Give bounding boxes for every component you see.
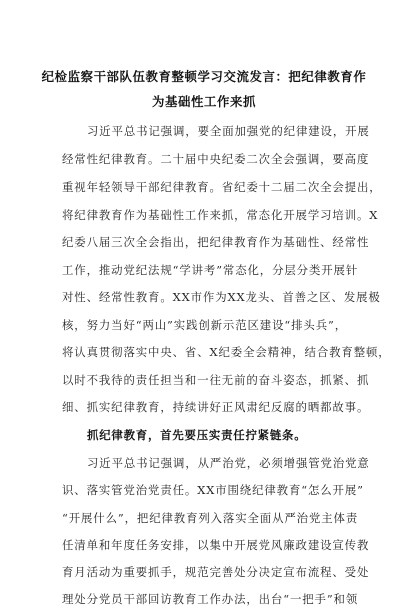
paragraph-1-line-7: 对性、经常性教育。XX市作为XX龙头、首善之区、发展极 bbox=[62, 290, 381, 304]
paragraph-2-line-5: 育月活动为重要抓手，规范完善处分决定宣布流程、受处 bbox=[62, 565, 370, 579]
paragraph-2-line-6: 理处分党员干部回访教育工作办法，出台“一把手”和领 bbox=[62, 592, 359, 606]
section-heading: 抓纪律教育，首先要压实责任拧紧链条。 bbox=[87, 428, 307, 442]
paragraph-2-line-1: 习近平总书记强调，从严治党，必须增强管党治党意 bbox=[87, 456, 370, 470]
paragraph-1-line-8: 核，努力当好“两山”实践创新示范区建设“排头兵”， bbox=[62, 318, 347, 332]
paragraph-2-line-3: “开展什么”，把纪律教育列入落实全面从严治党主体责 bbox=[62, 511, 359, 525]
paragraph-1-line-4: 将纪律教育作为基础性工作来抓，常态化开展学习培训。X bbox=[62, 208, 379, 222]
paragraph-1-line-6: 工作，推动党纪法规“学讲考”常态化，分层分类开展针 bbox=[62, 263, 359, 277]
paragraph-1-line-2: 经常性纪律教育。二十届中央纪委二次全会强调，要高度 bbox=[62, 152, 370, 166]
paragraph-1-line-1: 习近平总书记强调，要全面加强党的纪律建设，开展 bbox=[87, 124, 370, 138]
paragraph-2-line-2: 识、落实管党治党责任。XX市围绕纪律教育“怎么开展” bbox=[62, 483, 364, 497]
paragraph-1-line-5: 纪委八届三次全会指出，把纪律教育作为基础性、经常性 bbox=[62, 235, 370, 249]
document-title-line-2: 为基础性工作来抓 bbox=[152, 94, 256, 109]
paragraph-1-line-11: 细、抓实纪律教育，持续讲好正风肃纪反腐的晒都故事。 bbox=[62, 400, 370, 414]
paragraph-2-line-4: 任清单和年度任务安排，以集中开展党风廉政建设宣传教 bbox=[62, 538, 370, 552]
paragraph-1-line-10: 以时不我待的责任担当和一往无前的奋斗姿态，抓紧、抓 bbox=[62, 373, 370, 387]
document-title-line-1: 纪检监察干部队伍教育整顿学习交流发言：把纪律教育作 bbox=[41, 69, 367, 84]
paragraph-1-line-3: 重视年轻领导干部纪律教育。省纪委十二届二次全会提出， bbox=[62, 180, 382, 194]
paragraph-1-line-9: 将认真贯彻落实中央、省、X纪委全会精神，结合教育整顿， bbox=[62, 345, 391, 359]
